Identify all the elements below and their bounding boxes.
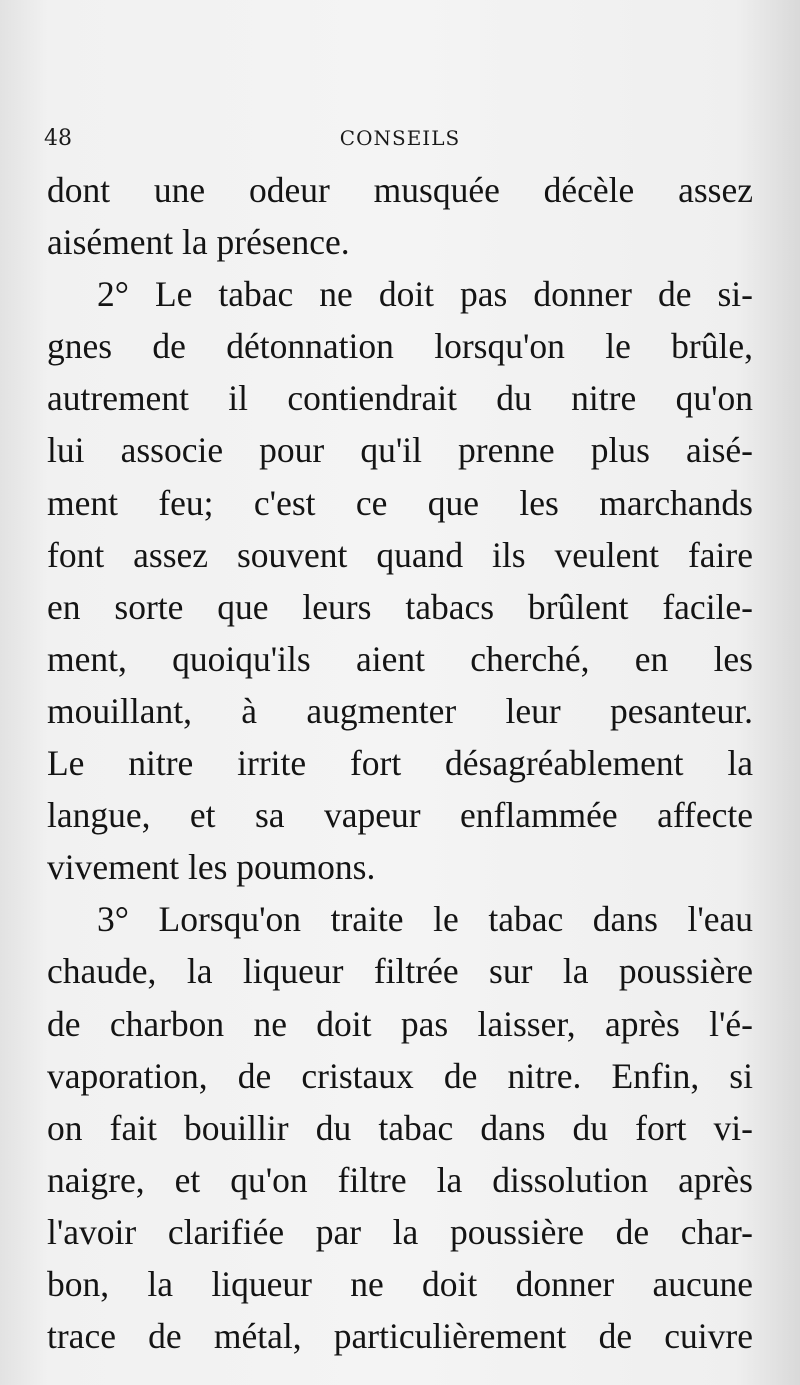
text-line: ment, quoiqu'ils aient cherché, en les — [47, 638, 753, 679]
text-line: 3° Lorsqu'on traite le tabac dans l'eau — [97, 899, 753, 940]
page-header — [44, 124, 756, 154]
text-line: on fait bouillir du tabac dans du fort vi- — [47, 1107, 753, 1148]
text-line: aisément la présence. — [47, 222, 350, 263]
text-line: trace de métal, particulièrement de cuivre — [47, 1316, 753, 1357]
page-number: 48 — [44, 126, 72, 151]
text-line: dont une odeur musquée décèle assez — [47, 170, 753, 210]
text-line: chaude, la liqueur filtrée sur la poussière — [47, 951, 753, 992]
text-line: Le nitre irrite fort désagréablement la — [47, 743, 753, 784]
text-line: vivement les poumons. — [47, 847, 376, 888]
text-line: 2° Le tabac ne doit pas donner de si- — [97, 274, 753, 315]
text-line: de charbon ne doit pas laisser, après l'é- — [47, 1003, 753, 1044]
text-line: bon, la liqueur ne doit donner aucune — [47, 1263, 753, 1304]
text-line: gnes de détonnation lorsqu'on le brûle, — [47, 326, 753, 367]
text-line: vaporation, de cristaux de nitre. Enfin, si — [47, 1055, 753, 1096]
text-line: naigre, et qu'on filtre la dissolution après — [47, 1159, 753, 1200]
text-line: ment feu; c'est ce que les marchands — [47, 482, 753, 523]
text-line: l'avoir clarifiée par la poussière de char- — [47, 1211, 753, 1252]
running-head: CONSEILS — [339, 126, 461, 150]
body-text — [47, 164, 753, 1362]
text-line: autrement il contiendrait du nitre qu'on — [47, 378, 753, 419]
text-line: mouillant, à augmenter leur pesanteur. — [47, 690, 753, 731]
text-line: langue, et sa vapeur enflammée affecte — [47, 795, 753, 836]
text-line: lui associe pour qu'il prenne plus aisé- — [47, 430, 753, 471]
text-line: en sorte que leurs tabacs brûlent facile- — [47, 586, 753, 627]
text-line: font assez souvent quand ils veulent faire — [47, 534, 753, 575]
